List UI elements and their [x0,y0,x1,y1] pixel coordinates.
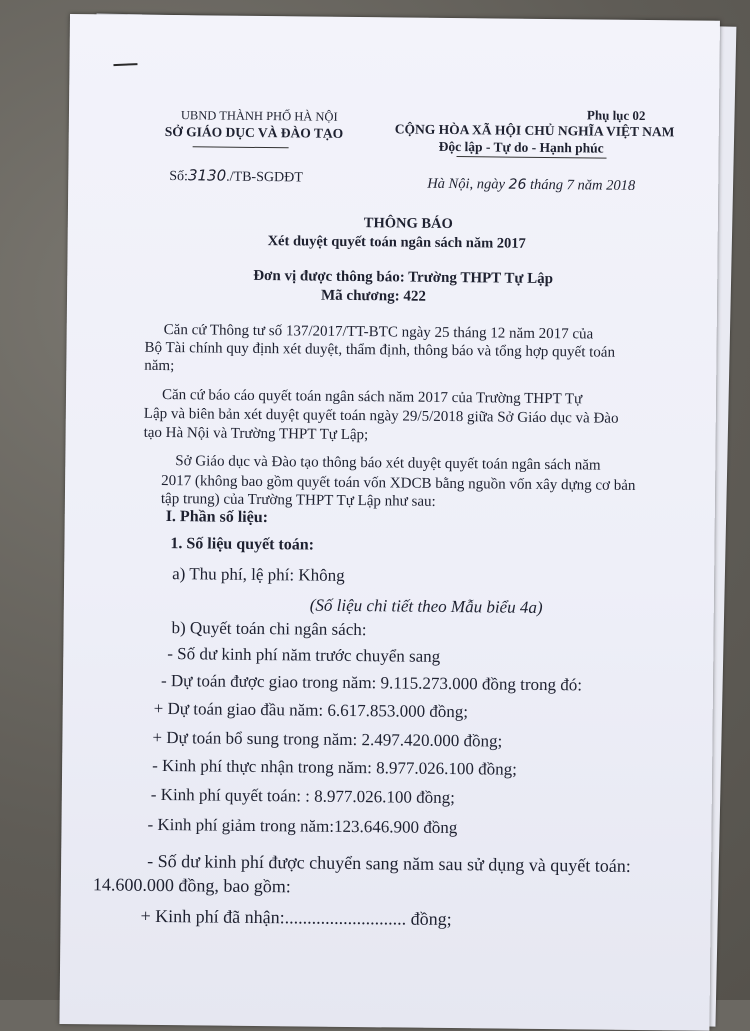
list-item-continuation: 14.600.000 đồng, bao gồm: [92,874,291,897]
list-item-note: (Số liệu chi tiết theo Mẫu biểu 4a) [309,595,543,617]
department-underline [193,146,289,148]
paragraph-line: tạo Hà Nội và Trường THPT Tự Lập; [143,424,369,444]
paragraph-line: Căn cứ báo cáo quyết toán ngân sách năm 2017 của Trường THPT Tự [161,386,583,408]
list-item: - Số dư kinh phí năm trước chuyển sang [167,644,441,666]
paragraph-line: Căn cứ Thông tư số 137/2017/TT-BTC ngày 25 tháng 12 năm 2017 của [163,321,594,343]
doc-no-suffix: ./TB-SGDĐT [226,169,303,186]
document-title: THÔNG BÁO [363,215,453,233]
list-item: - Kinh phí giảm trong năm:123.646.900 đồng [147,814,458,838]
list-item: + Dự toán giao đầu năm: 6.617.853.000 đồng; [153,698,469,722]
issuer-city: UBND THÀNH PHỐ HÀ NỘI [180,108,338,124]
section-heading: I. Phần số liệu: [165,508,269,527]
issuer-department: SỞ GIÁO DỤC VÀ ĐÀO TẠO [164,123,344,141]
document-number [169,166,303,186]
list-item: - Dự toán được giao trong năm: 9.115.273.000 đồng trong đó: [160,670,583,695]
paragraph-line: Lập và biên bản xét duyệt quyết toán ngày 29/5/2018 giữa Sở Giáo dục và Đào [143,405,619,427]
list-item: b) Quyết toán chi ngân sách: [171,618,367,640]
list-item: - Kinh phí quyết toán: : 8.977.026.100 đồng; [150,784,456,808]
place-and-date [427,176,635,195]
paragraph-line: Sở Giáo dục và Đào tạo thông báo xét duyệt quyết toán ngân sách năm [175,453,601,474]
list-item: - Số dư kinh phí được chuyển sang năm sau sử dụng và quyết toán: [147,850,631,876]
date-prefix: Hà Nội, ngày [427,175,506,193]
list-item: + Dự toán bổ sung trong năm: 2.497.420.000 đồng; [152,727,503,751]
subsection-heading: 1. Số liệu quyết toán: [170,535,315,554]
document-page [59,14,720,1031]
list-item: + Kinh phí đã nhận:........................... đồng; [140,905,452,930]
paragraph-line: Bộ Tài chính quy định xét duyệt, thẩm định, thông báo và tổng hợp quyết toán [144,339,616,361]
list-item: a) Thu phí, lệ phí: Không [172,564,345,585]
paragraph-line: năm; [144,357,175,375]
doc-no-prefix: Số: [169,169,189,185]
doc-no-handwritten: 3130 [187,166,227,185]
document-subtitle: Xét duyệt quyết toán ngân sách năm 2017 [267,233,526,252]
list-item: - Kinh phí thực nhận trong năm: 8.977.026.100 đồng; [152,755,517,779]
country-name: CỘNG HÒA XÃ HỘI CHỦ NGHĨA VIỆT NAM [394,121,675,140]
date-day-handwritten: 26 [508,176,527,193]
appendix-label: Phụ lục 02 [586,107,646,124]
date-suffix: tháng 7 năm 2018 [529,176,636,194]
motto-underline [457,156,607,159]
chapter-code: Mã chương: 422 [320,287,426,305]
pen-mark [113,63,137,66]
paragraph-line: tập trung) của Trường THPT Tự Lập như sau: [160,490,436,510]
national-motto: Độc lập - Tự do - Hạnh phúc [438,138,604,156]
recipient-unit: Đơn vị được thông báo: Trường THPT Tự Lập [253,267,554,288]
paragraph-line: 2017 (không bao gồm quyết toán vốn XDCB bằng nguồn vốn xây dựng cơ bản [161,472,636,494]
